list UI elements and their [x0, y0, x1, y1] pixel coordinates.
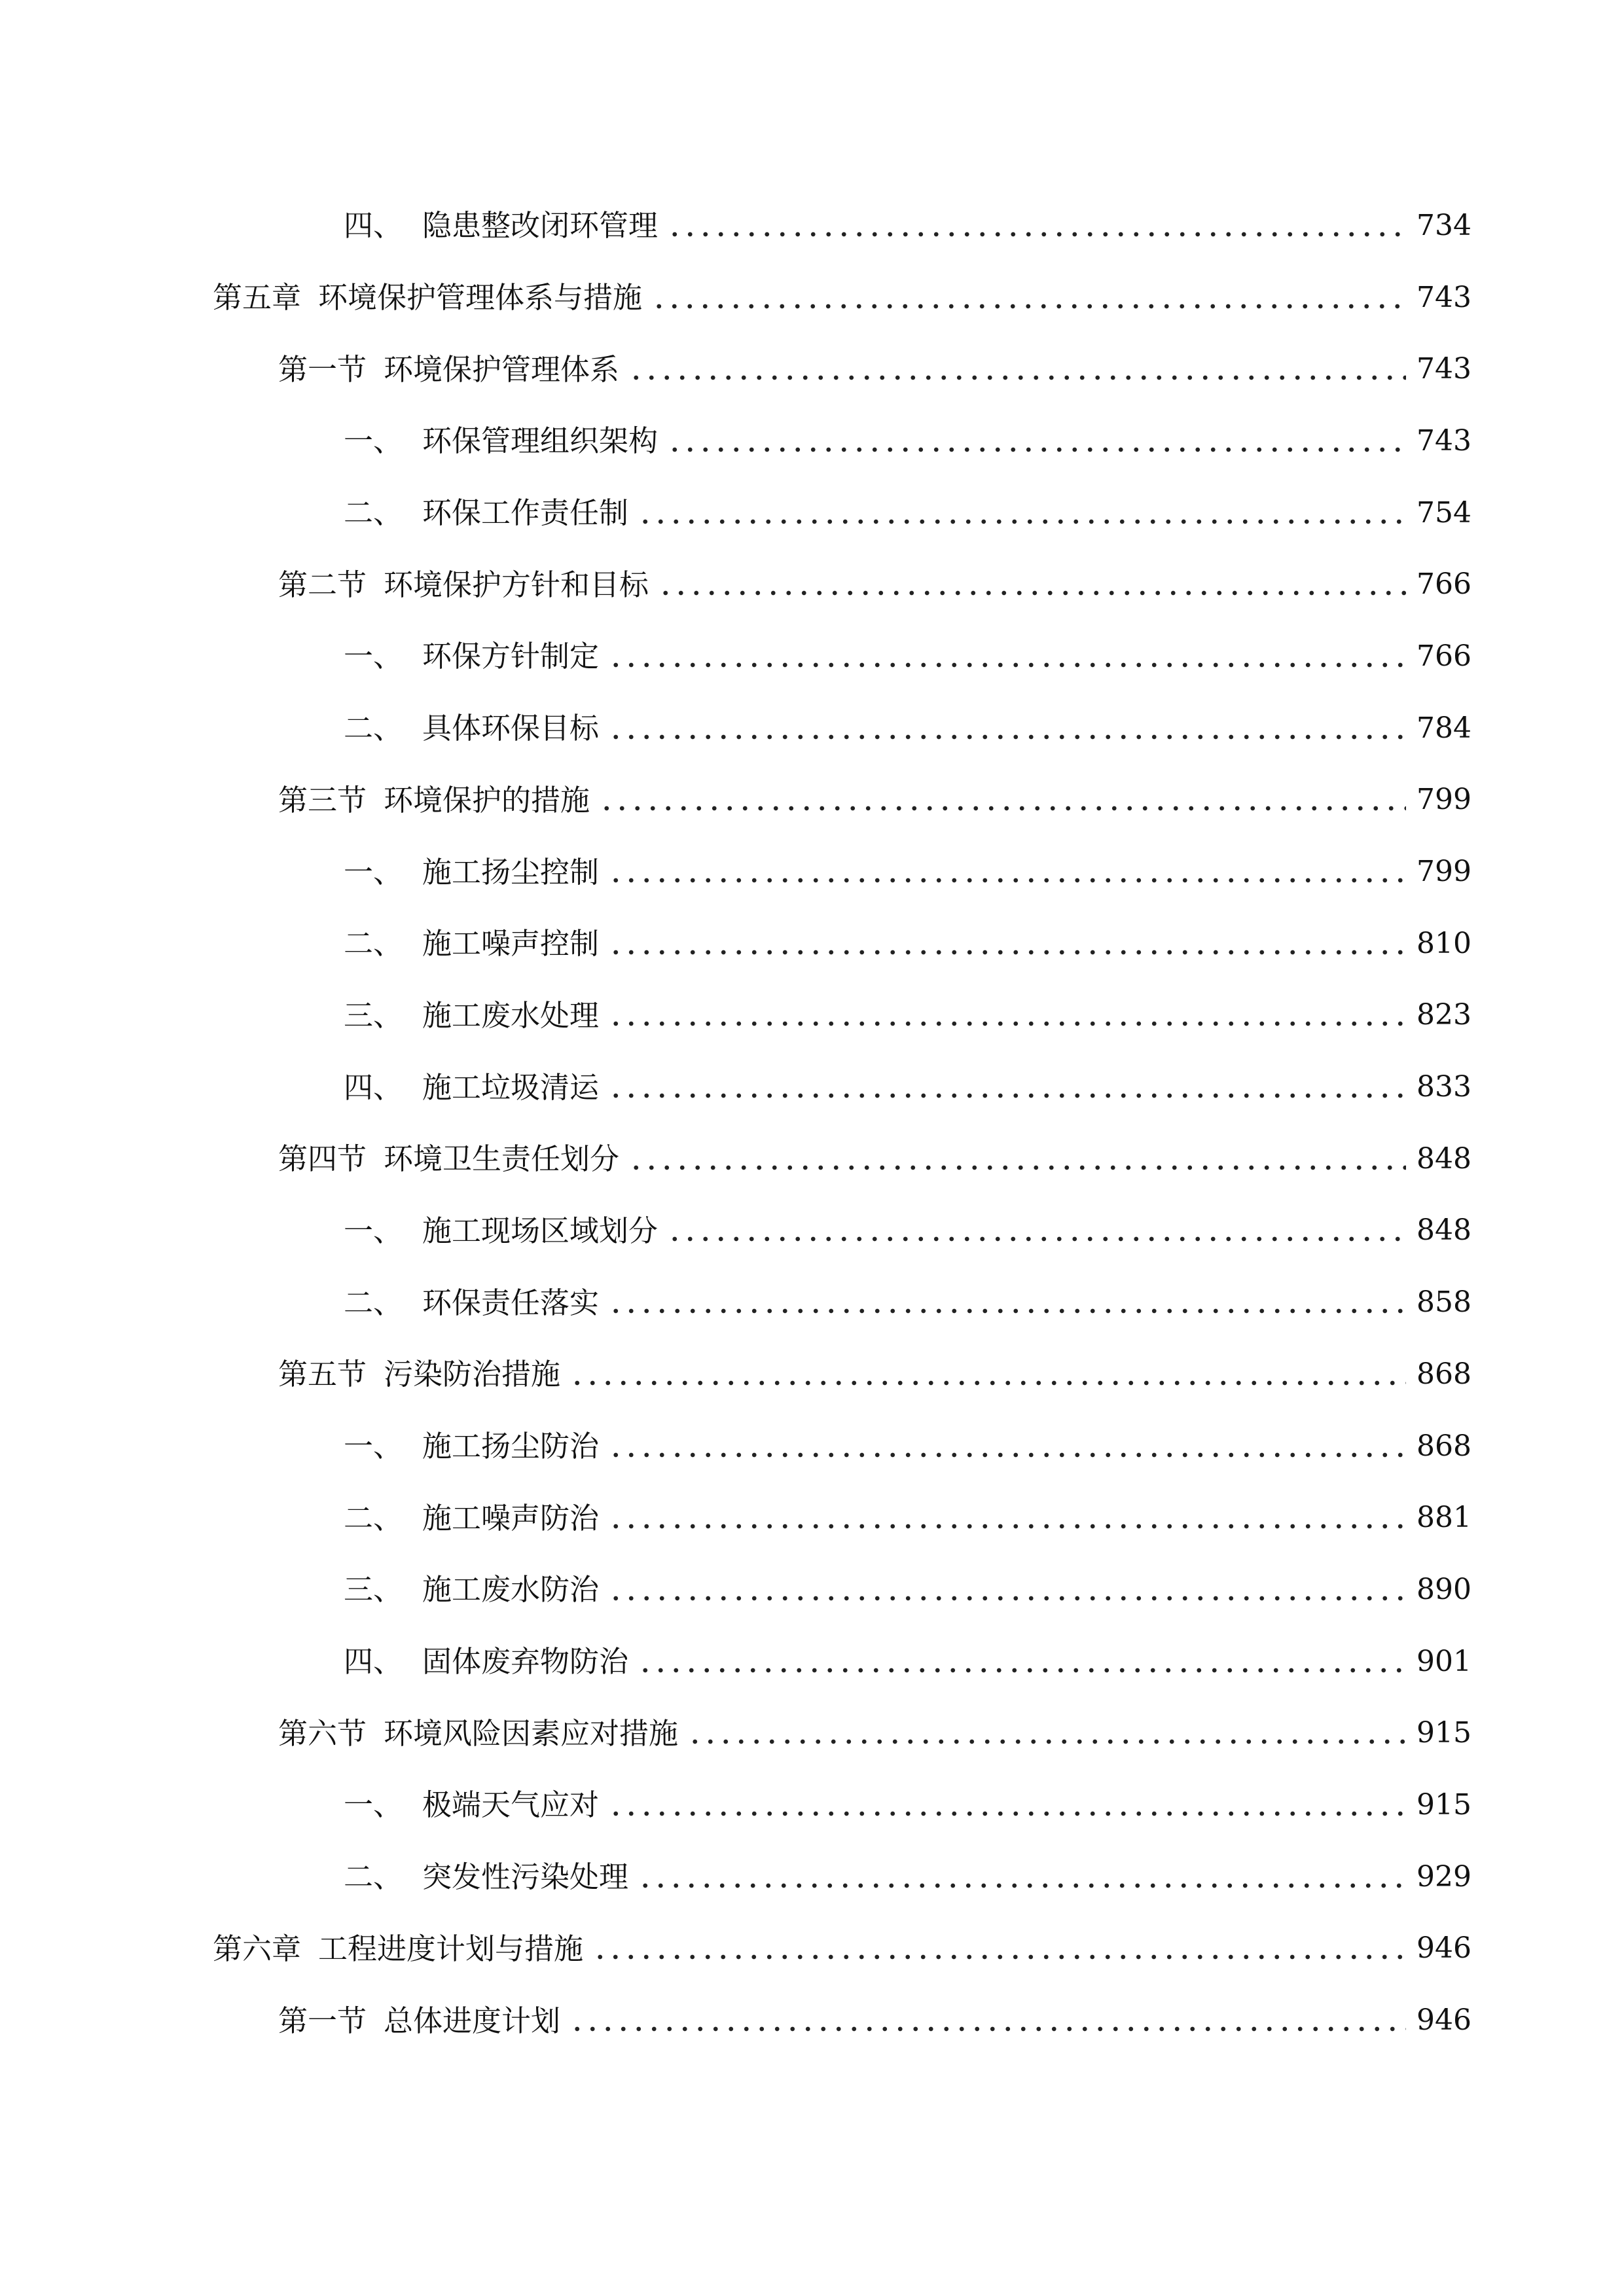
toc-entry-number: 第一节 [278, 351, 367, 387]
dot-leader [569, 1379, 1406, 1387]
toc-entry-title: 施工扬尘控制 [422, 854, 600, 889]
toc-entry-node[interactable] [0, 764, 1624, 836]
toc-entry-number: 一、 [344, 423, 403, 459]
toc-entry-label [213, 280, 643, 315]
toc-entry-page: 915 [1416, 1716, 1471, 1750]
dot-leader [628, 374, 1406, 382]
toc-entry-number: 第一节 [278, 2003, 367, 2038]
toc-entry-number: 第五节 [278, 1357, 367, 1392]
dot-leader [638, 1882, 1406, 1890]
toc-entry-title: 环保工作责任制 [422, 495, 629, 531]
toc-entry-label [344, 1500, 600, 1535]
toc-entry-title: 突发性污染处理 [422, 1859, 629, 1895]
toc-entry-number: 一、 [344, 639, 403, 674]
dot-leader [667, 230, 1406, 238]
toc-entry-label [344, 711, 600, 746]
toc-entry-label [344, 208, 659, 243]
toc-entry-section[interactable] [0, 836, 1624, 908]
toc-entry-section[interactable] [0, 620, 1624, 692]
toc-entry-number: 第二节 [278, 567, 367, 602]
toc-entry-title: 工程进度计划与措施 [318, 1931, 584, 1966]
dot-leader [628, 1164, 1406, 1172]
toc-entry-number: 二、 [344, 1285, 403, 1320]
toc-entry-page: 766 [1416, 639, 1471, 673]
dot-leader [638, 1666, 1406, 1674]
toc-entry-label [278, 2003, 561, 2038]
toc-entry-section[interactable] [0, 1769, 1624, 1841]
dot-leader [608, 948, 1406, 956]
toc-entry-title: 环保方针制定 [422, 639, 600, 674]
toc-entry-page: 743 [1416, 352, 1471, 386]
toc-entry-page: 868 [1416, 1429, 1471, 1463]
toc-entry-page: 799 [1416, 783, 1471, 817]
toc-entry-page: 901 [1416, 1644, 1471, 1678]
toc-entry-chapter[interactable] [0, 262, 1624, 334]
toc-entry-title: 施工垃圾清运 [422, 1069, 600, 1105]
toc-entry-page: 766 [1416, 567, 1471, 601]
toc-entry-node[interactable] [0, 1984, 1624, 2056]
toc-entry-title: 施工噪声控制 [422, 926, 600, 961]
toc-entry-title: 环境保护管理体系 [384, 351, 620, 387]
toc-entry-label [278, 1715, 679, 1751]
toc-entry-title: 施工现场区域划分 [422, 1213, 659, 1248]
toc-entry-title: 极端天气应对 [422, 1787, 600, 1823]
toc-entry-number: 四、 [344, 1069, 403, 1105]
toc-entry-title: 施工扬尘防治 [422, 1429, 600, 1464]
toc-entry-page: 799 [1416, 855, 1471, 889]
toc-entry-label [344, 1213, 659, 1248]
toc-entry-page: 743 [1416, 280, 1471, 314]
toc-entry-node[interactable] [0, 1123, 1624, 1195]
toc-entry-title: 固体废弃物防治 [422, 1644, 629, 1679]
toc-entry-number: 第三节 [278, 782, 367, 817]
toc-entry-page: 743 [1416, 423, 1471, 457]
toc-entry-page: 833 [1416, 1070, 1471, 1104]
toc-entry-label [344, 1429, 600, 1464]
toc-entry-section[interactable] [0, 1266, 1624, 1338]
toc-entry-number: 第六节 [278, 1715, 367, 1751]
toc-entry-page: 784 [1416, 711, 1471, 745]
dot-leader [638, 518, 1406, 526]
toc-entry-title: 污染防治措施 [384, 1357, 561, 1392]
toc-entry-number: 二、 [344, 495, 403, 531]
dot-leader [667, 1235, 1406, 1243]
toc-entry-section[interactable] [0, 1051, 1624, 1123]
toc-entry-title: 具体环保目标 [422, 711, 600, 746]
toc-entry-number: 二、 [344, 1859, 403, 1895]
dot-leader [658, 589, 1406, 597]
toc-entry-title: 隐患整改闭环管理 [422, 208, 659, 243]
toc-entry-label [278, 782, 590, 817]
toc-entry-section[interactable] [0, 1841, 1624, 1913]
toc-entry-label [344, 1572, 600, 1607]
toc-entry-label [344, 1285, 600, 1320]
toc-entry-page: 890 [1416, 1572, 1471, 1606]
toc-entry-label [344, 1859, 629, 1895]
dot-leader [608, 1810, 1406, 1818]
toc-entry-section[interactable] [0, 1482, 1624, 1554]
toc-entry-section[interactable] [0, 1554, 1624, 1626]
toc-entry-section[interactable] [0, 1410, 1624, 1482]
toc-entry-label [278, 351, 620, 387]
toc-entry-chapter[interactable] [0, 1913, 1624, 1985]
toc-entry-section[interactable] [0, 477, 1624, 549]
toc-entry-label [278, 567, 649, 602]
toc-entry-number: 四、 [344, 208, 403, 243]
dot-leader [667, 446, 1406, 454]
toc-entry-number: 一、 [344, 1213, 403, 1248]
toc-entry-node[interactable] [0, 1338, 1624, 1410]
toc-entry-number: 一、 [344, 854, 403, 889]
toc-entry-label [213, 1931, 584, 1966]
dot-leader [608, 733, 1406, 741]
toc-entry-page: 868 [1416, 1357, 1471, 1391]
toc-entry-page: 754 [1416, 495, 1471, 529]
toc-entry-label [344, 639, 600, 674]
toc-entry-page: 810 [1416, 926, 1471, 960]
toc-entry-section[interactable] [0, 980, 1624, 1052]
toc-entry-label [344, 495, 629, 531]
dot-leader [608, 1451, 1406, 1459]
toc-entry-page: 881 [1416, 1501, 1471, 1535]
dot-leader [608, 661, 1406, 669]
toc-entry-label [278, 1141, 620, 1177]
toc-entry-page: 946 [1416, 1931, 1471, 1965]
dot-leader [608, 1307, 1406, 1315]
toc-entry-title: 总体进度计划 [384, 2003, 561, 2038]
toc-entry-number: 一、 [344, 1429, 403, 1464]
dot-leader [599, 804, 1406, 812]
toc-entry-page: 848 [1416, 1213, 1471, 1247]
toc-entry-title: 施工废水处理 [422, 997, 600, 1033]
toc-entry-node[interactable] [0, 548, 1624, 620]
toc-entry-label [278, 1357, 561, 1392]
toc-entry-number: 第六章 [213, 1931, 302, 1966]
toc-entry-page: 915 [1416, 1787, 1471, 1821]
toc-entry-title: 环保责任落实 [422, 1285, 600, 1320]
toc-entry-node[interactable] [0, 1697, 1624, 1769]
toc-entry-page: 734 [1416, 208, 1471, 242]
toc-entry-number: 三、 [344, 1572, 403, 1607]
toc-entry-number: 二、 [344, 711, 403, 746]
toc-entry-page: 946 [1416, 2003, 1471, 2037]
toc-entry-number: 第五章 [213, 280, 302, 315]
dot-leader [608, 1020, 1406, 1028]
dot-leader [608, 1594, 1406, 1602]
toc-entry-title: 环保管理组织架构 [422, 423, 659, 459]
toc-entry-number: 第四节 [278, 1141, 367, 1177]
toc-entry-section[interactable] [0, 190, 1624, 262]
toc-entry-section[interactable] [0, 692, 1624, 764]
toc-entry-title: 环境保护管理体系与措施 [318, 280, 643, 315]
dot-leader [592, 1953, 1406, 1961]
toc-entry-number: 三、 [344, 997, 403, 1033]
toc-entry-label [344, 854, 600, 889]
dot-leader [608, 1092, 1406, 1100]
toc-entry-node[interactable] [0, 333, 1624, 405]
toc-entry-number: 四、 [344, 1644, 403, 1679]
toc-entry-label [344, 1069, 600, 1105]
dot-leader [651, 302, 1406, 310]
toc-entry-section[interactable] [0, 1195, 1624, 1267]
toc-entry-page: 848 [1416, 1141, 1471, 1175]
toc-entry-label [344, 1644, 629, 1679]
toc-entry-title: 施工废水防治 [422, 1572, 600, 1607]
toc-entry-label [344, 997, 600, 1033]
dot-leader [569, 2025, 1406, 2033]
toc-entry-page: 823 [1416, 998, 1471, 1032]
toc-entry-section[interactable] [0, 405, 1624, 477]
toc-entry-page: 858 [1416, 1285, 1471, 1319]
toc-entry-label [344, 926, 600, 961]
toc-entry-title: 环境卫生责任划分 [384, 1141, 620, 1177]
toc-entry-title: 环境风险因素应对措施 [384, 1715, 679, 1751]
toc-entry-number: 一、 [344, 1787, 403, 1823]
dot-leader [608, 1522, 1406, 1530]
toc-entry-section[interactable] [0, 908, 1624, 980]
dot-leader [687, 1738, 1406, 1746]
toc-entry-number: 二、 [344, 1500, 403, 1535]
table-of-contents [0, 190, 1624, 2056]
toc-entry-title: 环境保护的措施 [384, 782, 590, 817]
toc-entry-number: 二、 [344, 926, 403, 961]
toc-entry-page: 929 [1416, 1859, 1471, 1893]
dot-leader [608, 876, 1406, 884]
toc-entry-label [344, 1787, 600, 1823]
toc-entry-label [344, 423, 659, 459]
toc-entry-title: 施工噪声防治 [422, 1500, 600, 1535]
toc-entry-section[interactable] [0, 1626, 1624, 1698]
toc-entry-title: 环境保护方针和目标 [384, 567, 649, 602]
